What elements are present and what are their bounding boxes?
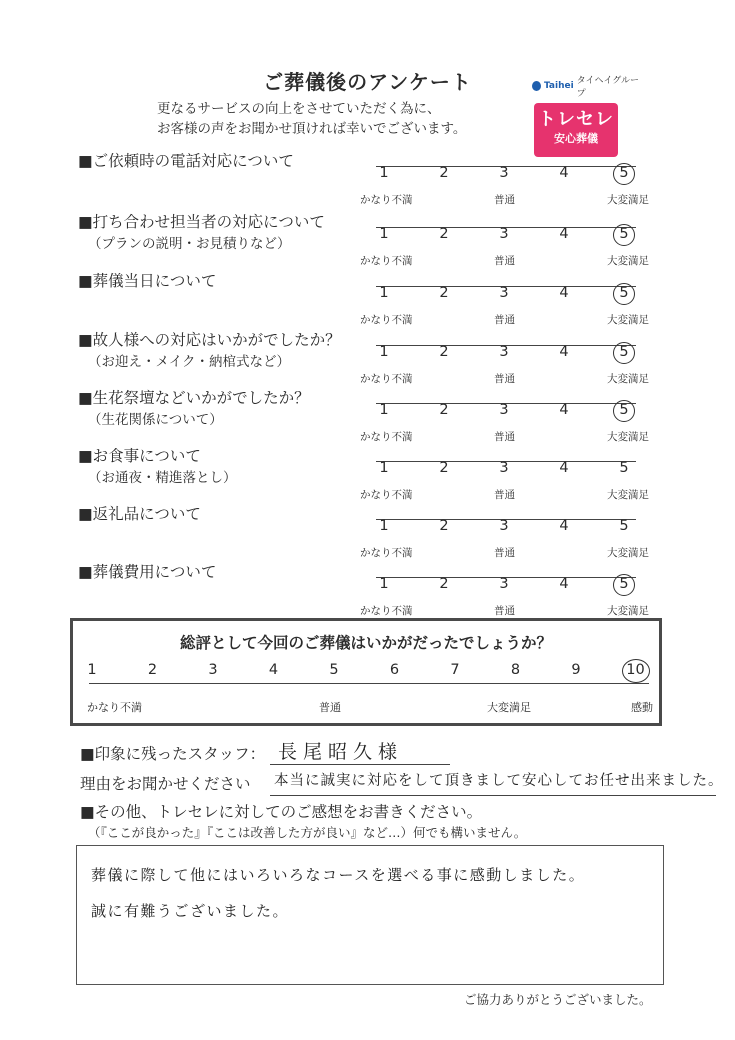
rating-option[interactable]: 1 bbox=[379, 226, 389, 242]
comment-box bbox=[76, 845, 664, 985]
overall-anchor-mid: 普通 bbox=[319, 701, 341, 714]
rating-option[interactable]: 4 bbox=[559, 402, 569, 418]
rating-scale bbox=[360, 402, 649, 443]
anchor-high: 大変満足 bbox=[607, 314, 649, 326]
rating-option[interactable]: 3 bbox=[499, 344, 509, 360]
overall-option-selected[interactable]: 10 bbox=[622, 659, 650, 683]
rating-scale bbox=[360, 460, 649, 501]
rating-option[interactable]: 1 bbox=[379, 344, 389, 360]
other-label: ■その他、トレセレに対してのご感想をお書きください。 bbox=[80, 803, 483, 821]
taihei-mark-icon bbox=[532, 81, 541, 91]
anchor-low: かなり不満 bbox=[360, 431, 413, 443]
rating-option[interactable]: 4 bbox=[559, 460, 569, 476]
anchor-low: かなり不満 bbox=[360, 194, 413, 206]
rating-option[interactable]: 1 bbox=[379, 576, 389, 592]
anchor-high: 大変満足 bbox=[607, 373, 649, 385]
overall-option[interactable]: 2 bbox=[147, 662, 158, 678]
anchor-mid: 普通 bbox=[494, 255, 515, 267]
staff-name-handwritten: 長尾昭久様 bbox=[278, 741, 404, 763]
overall-option[interactable]: 6 bbox=[389, 662, 400, 678]
reason-underline bbox=[270, 795, 716, 796]
anchor-mid: 普通 bbox=[494, 489, 515, 501]
overall-option[interactable]: 3 bbox=[208, 662, 218, 678]
reason-label: 理由をお聞かせください bbox=[80, 775, 251, 793]
overall-anchor-top: 感動 bbox=[631, 701, 653, 714]
reason-handwritten: 本当に誠実に対応をして頂きまして安心してお任せ出来ました。 bbox=[274, 773, 724, 789]
anchor-high: 大変満足 bbox=[607, 194, 649, 206]
question-label: ■葬儀費用について bbox=[78, 563, 217, 581]
rating-option[interactable]: 5 bbox=[619, 460, 629, 476]
rating-option-selected[interactable]: 5 bbox=[613, 574, 635, 596]
overall-title: 総評として今回のご葬儀はいかがだったでしょうか？ bbox=[179, 634, 552, 652]
question-row bbox=[0, 503, 735, 557]
anchor-high: 大変満足 bbox=[607, 547, 649, 559]
question-label: ■返礼品について bbox=[78, 505, 201, 523]
anchor-high: 大変満足 bbox=[607, 431, 649, 443]
rating-option[interactable]: 1 bbox=[379, 460, 389, 476]
rating-option[interactable]: 2 bbox=[439, 165, 449, 181]
anchor-low: かなり不満 bbox=[360, 489, 413, 501]
rating-option[interactable]: 2 bbox=[439, 518, 449, 534]
rating-option[interactable]: 1 bbox=[379, 402, 389, 418]
anchor-low: かなり不満 bbox=[360, 314, 413, 326]
comment-line-1: 葬儀に際して他にはいろいろなコースを選べる事に感動しました。 bbox=[91, 866, 586, 884]
rating-option[interactable]: 4 bbox=[559, 344, 569, 360]
rating-option[interactable]: 2 bbox=[439, 285, 449, 301]
rating-option[interactable]: 3 bbox=[499, 226, 509, 242]
anchor-mid: 普通 bbox=[494, 431, 515, 443]
rating-option[interactable]: 2 bbox=[439, 402, 449, 418]
anchor-mid: 普通 bbox=[494, 314, 515, 326]
rating-option[interactable]: 2 bbox=[439, 344, 449, 360]
rating-option-selected[interactable]: 5 bbox=[613, 163, 635, 185]
question-sublabel: （生花関係について） bbox=[88, 412, 223, 428]
question-label: ■お食事について bbox=[78, 447, 201, 465]
rating-option[interactable]: 3 bbox=[499, 402, 509, 418]
logo-sub-text: 安心葬儀 bbox=[554, 132, 598, 145]
intro-text bbox=[157, 99, 466, 139]
overall-option[interactable]: 1 bbox=[87, 662, 97, 678]
rating-option[interactable]: 5 bbox=[619, 518, 629, 534]
rating-option[interactable]: 3 bbox=[499, 285, 509, 301]
rating-option-selected[interactable]: 5 bbox=[613, 224, 635, 246]
logo-box bbox=[534, 103, 618, 157]
overall-anchor-low: かなり不満 bbox=[87, 701, 142, 714]
anchor-high: 大変満足 bbox=[607, 255, 649, 267]
anchor-low: かなり不満 bbox=[360, 547, 413, 559]
intro-line-1: 更なるサービスの向上をさせていただく為に、 bbox=[157, 101, 441, 117]
page-title: ご葬儀後のアンケート bbox=[263, 70, 472, 94]
question-label: ■生花祭壇などいかがでしたか？ bbox=[78, 389, 310, 407]
question-row bbox=[0, 445, 735, 499]
question-label: ■ご依頼時の電話対応について bbox=[78, 152, 294, 170]
rating-option[interactable]: 1 bbox=[379, 285, 389, 301]
question-row bbox=[0, 387, 735, 441]
anchor-mid: 普通 bbox=[494, 605, 515, 617]
rating-scale bbox=[360, 165, 649, 206]
question-sublabel: （お通夜・精進落とし） bbox=[88, 470, 237, 486]
brand-logo bbox=[530, 73, 640, 157]
logo-main-text: トレセレ bbox=[538, 109, 614, 130]
comment-line-2: 誠に有難うございました。 bbox=[91, 902, 290, 920]
anchor-mid: 普通 bbox=[494, 547, 515, 559]
anchor-low: かなり不満 bbox=[360, 373, 413, 385]
rating-option-selected[interactable]: 5 bbox=[613, 342, 635, 364]
anchor-mid: 普通 bbox=[494, 194, 515, 206]
rating-option[interactable]: 3 bbox=[499, 165, 509, 181]
rating-option[interactable]: 4 bbox=[559, 518, 569, 534]
rating-option[interactable]: 1 bbox=[379, 165, 389, 181]
rating-scale bbox=[360, 344, 649, 385]
rating-option[interactable]: 4 bbox=[559, 285, 569, 301]
rating-option[interactable]: 3 bbox=[499, 460, 509, 476]
anchor-low: かなり不満 bbox=[360, 255, 413, 267]
question-row bbox=[0, 211, 735, 265]
question-row bbox=[0, 561, 735, 615]
anchor-high: 大変満足 bbox=[607, 605, 649, 617]
group-suffix: タイヘイグループ bbox=[576, 76, 640, 99]
anchor-mid: 普通 bbox=[494, 373, 515, 385]
thanks-text: ご協力ありがとうございました。 bbox=[464, 992, 652, 1007]
question-label: ■葬儀当日について bbox=[78, 272, 217, 290]
anchor-low: かなり不満 bbox=[360, 605, 413, 617]
rating-option-selected[interactable]: 5 bbox=[613, 400, 635, 422]
question-sublabel: （プランの説明・お見積りなど） bbox=[88, 236, 291, 252]
overall-option[interactable]: 4 bbox=[268, 662, 279, 678]
overall-option[interactable]: 8 bbox=[510, 662, 521, 678]
question-row bbox=[0, 329, 735, 383]
rating-option[interactable]: 2 bbox=[439, 576, 449, 592]
group-name: Taihei bbox=[543, 81, 574, 91]
anchor-high: 大変満足 bbox=[607, 489, 649, 501]
rating-option[interactable]: 4 bbox=[559, 576, 569, 592]
rating-option[interactable]: 2 bbox=[439, 226, 449, 242]
staff-label: ■印象に残ったスタッフ： bbox=[80, 745, 266, 763]
rating-scale bbox=[360, 226, 649, 267]
overall-rating-box bbox=[70, 618, 662, 726]
intro-line-2: お客様の声をお聞かせ頂ければ幸いでございます。 bbox=[157, 121, 467, 137]
rating-option[interactable]: 1 bbox=[379, 518, 389, 534]
question-row bbox=[0, 270, 735, 324]
question-row bbox=[0, 150, 735, 204]
group-brand-line bbox=[532, 73, 640, 99]
overall-scale-line bbox=[89, 683, 649, 684]
rating-option-selected[interactable]: 5 bbox=[613, 283, 635, 305]
rating-scale bbox=[360, 518, 649, 559]
overall-option[interactable]: 5 bbox=[329, 662, 339, 678]
overall-anchor-high: 大変満足 bbox=[487, 701, 531, 714]
question-label: ■故人様への対応はいかがでしたか？ bbox=[78, 331, 341, 349]
overall-option[interactable]: 9 bbox=[571, 662, 581, 678]
rating-option[interactable]: 3 bbox=[499, 518, 509, 534]
staff-underline bbox=[270, 764, 450, 765]
other-subtext: （『ここが良かった』『ここは改善した方が良い』など…）何でも構いません。 bbox=[88, 825, 527, 840]
question-label: ■打ち合わせ担当者の対応について bbox=[78, 213, 325, 231]
overall-option[interactable]: 7 bbox=[450, 662, 460, 678]
rating-option[interactable]: 2 bbox=[439, 460, 449, 476]
question-sublabel: （お迎え・メイク・納棺式など） bbox=[88, 354, 290, 370]
rating-option[interactable]: 3 bbox=[499, 576, 509, 592]
rating-option[interactable]: 4 bbox=[559, 165, 569, 181]
rating-option[interactable]: 4 bbox=[559, 226, 569, 242]
rating-scale bbox=[360, 576, 649, 617]
rating-scale bbox=[360, 285, 649, 326]
